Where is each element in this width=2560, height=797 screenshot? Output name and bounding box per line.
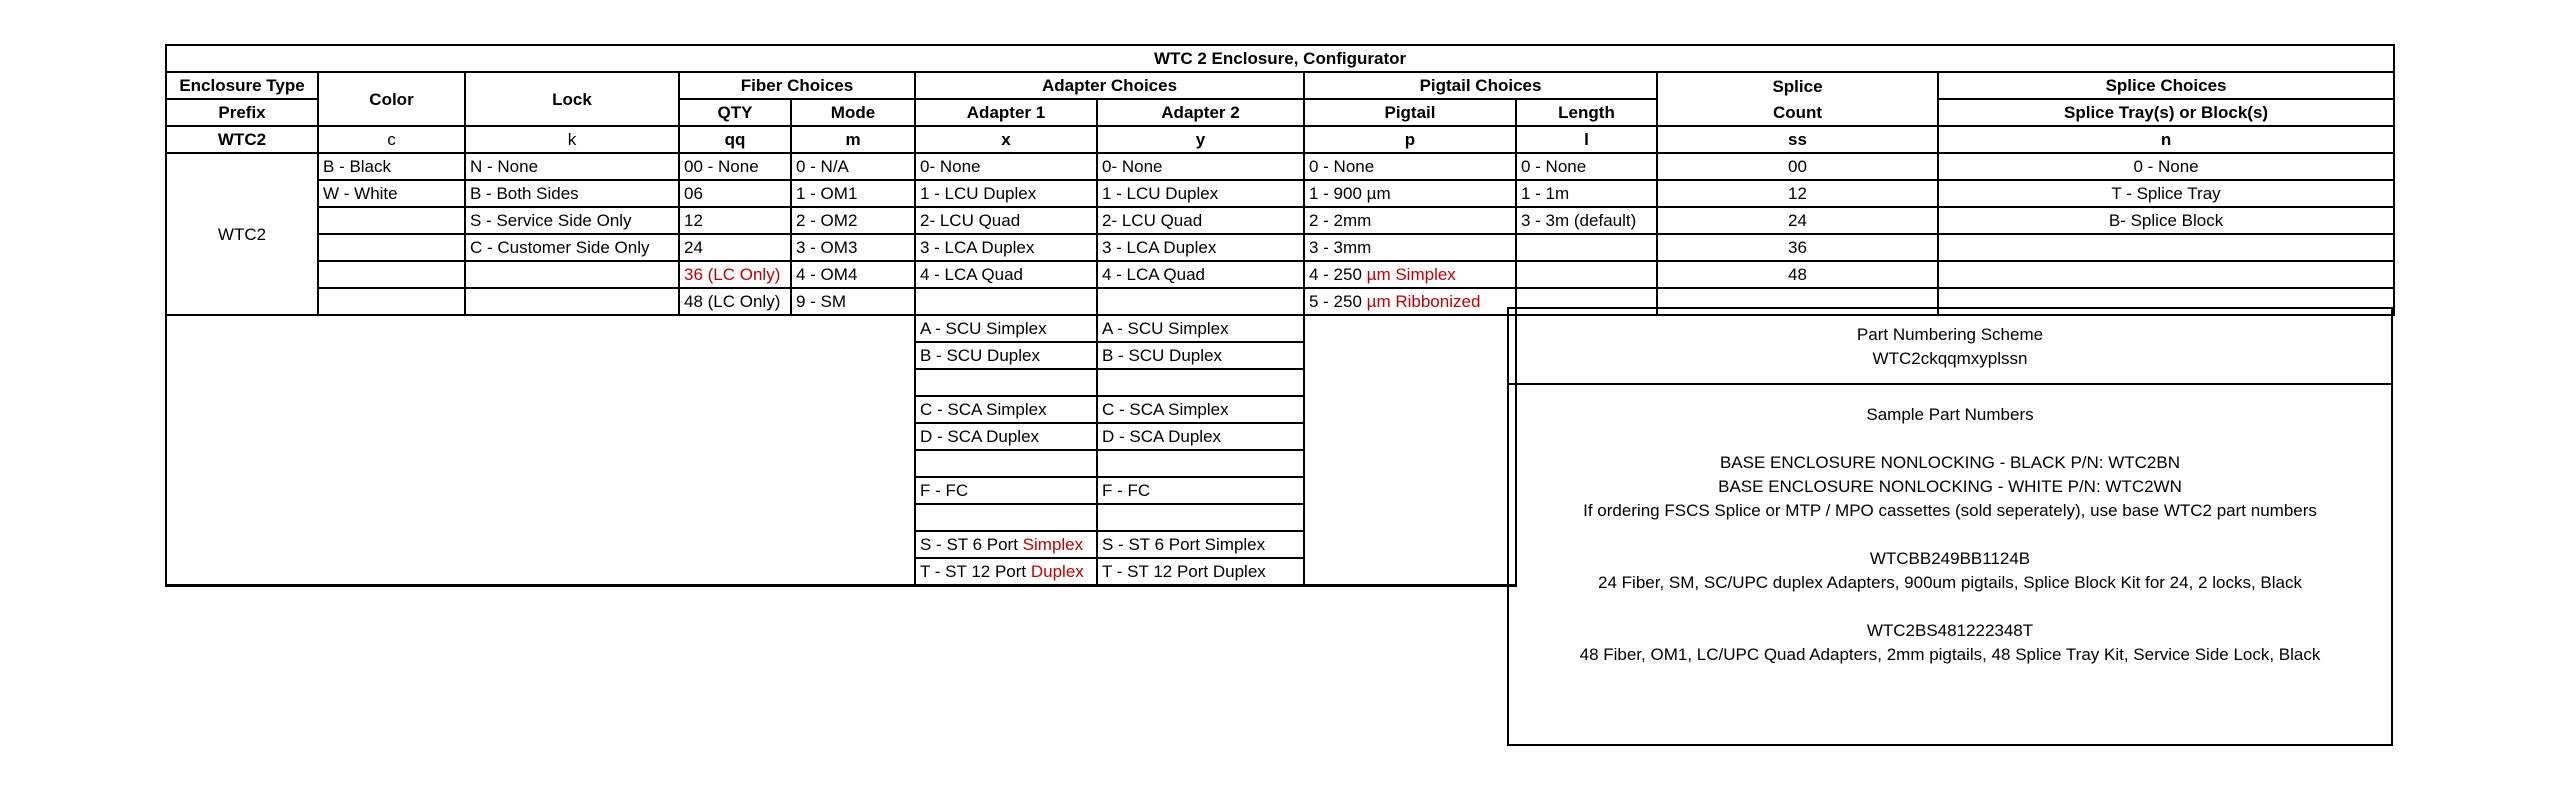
part-numbering-scheme bbox=[1507, 307, 2393, 385]
qty-option: 06 bbox=[679, 180, 791, 207]
color-option bbox=[318, 207, 465, 234]
blank-area bbox=[1304, 315, 1516, 586]
lock-option: C - Customer Side Only bbox=[465, 234, 679, 261]
pigtail-option: 3 - 3mm bbox=[1304, 234, 1516, 261]
splice-choice-option: 0 - None bbox=[1938, 153, 2394, 180]
splice-count-option: 00 bbox=[1657, 153, 1938, 180]
subheader-count: Count bbox=[1657, 99, 1938, 126]
splice-count-option: 24 bbox=[1657, 207, 1938, 234]
code-cell: l bbox=[1516, 126, 1657, 153]
mode-option: 9 - SM bbox=[791, 288, 915, 315]
length-option: 3 - 3m (default) bbox=[1516, 207, 1657, 234]
sample-part-numbers bbox=[1507, 383, 2393, 746]
adapter1-option: 4 - LCA Quad bbox=[915, 261, 1097, 288]
header-fiber-choices: Fiber Choices bbox=[679, 72, 915, 99]
adapter2-option: 3 - LCA Duplex bbox=[1097, 234, 1304, 261]
subheader-qty: QTY bbox=[679, 99, 791, 126]
mode-option: 4 - OM4 bbox=[791, 261, 915, 288]
lock-option: B - Both Sides bbox=[465, 180, 679, 207]
mode-option: 2 - OM2 bbox=[791, 207, 915, 234]
adapter1-option bbox=[915, 504, 1097, 531]
color-option bbox=[318, 261, 465, 288]
header-lock: Lock bbox=[465, 72, 679, 126]
lock-option: N - None bbox=[465, 153, 679, 180]
adapter1-option bbox=[915, 369, 1097, 396]
mode-option: 3 - OM3 bbox=[791, 234, 915, 261]
adapter2-option: 2- LCU Quad bbox=[1097, 207, 1304, 234]
mode-option: 0 - N/A bbox=[791, 153, 915, 180]
adapter1-option: 2- LCU Quad bbox=[915, 207, 1097, 234]
adapter2-option: 4 - LCA Quad bbox=[1097, 261, 1304, 288]
adapter2-option: T - ST 12 Port Duplex bbox=[1097, 558, 1304, 586]
pigtail-label: 5 - 250 bbox=[1309, 292, 1367, 311]
pigtail-label: 4 - 250 bbox=[1309, 265, 1367, 284]
code-cell: WTC2 bbox=[166, 126, 318, 153]
splice-choice-option bbox=[1938, 261, 2394, 288]
adapter1-option: 1 - LCU Duplex bbox=[915, 180, 1097, 207]
pigtail-option bbox=[1304, 261, 1516, 288]
subheader-adapter-1: Adapter 1 bbox=[915, 99, 1097, 126]
header-adapter-choices: Adapter Choices bbox=[915, 72, 1304, 99]
adapter2-option: C - SCA Simplex bbox=[1097, 396, 1304, 423]
adapter2-option: 0- None bbox=[1097, 153, 1304, 180]
color-option: W - White bbox=[318, 180, 465, 207]
adapter1-label: T - ST 12 Port bbox=[920, 562, 1031, 581]
subheader-length: Length bbox=[1516, 99, 1657, 126]
subheader-prefix: Prefix bbox=[166, 99, 318, 126]
header-splice: Splice bbox=[1657, 72, 1938, 99]
color-option bbox=[318, 234, 465, 261]
length-option: 0 - None bbox=[1516, 153, 1657, 180]
adapter1-option bbox=[915, 450, 1097, 477]
splice-count-option: 12 bbox=[1657, 180, 1938, 207]
header-splice-choices: Splice Choices bbox=[1938, 72, 2394, 99]
adapter2-option: F - FC bbox=[1097, 477, 1304, 504]
pigtail-option bbox=[1304, 288, 1516, 315]
adapter1-option: F - FC bbox=[915, 477, 1097, 504]
adapter1-option bbox=[915, 531, 1097, 558]
adapter2-option: S - ST 6 Port Simplex bbox=[1097, 531, 1304, 558]
adapter2-option: B - SCU Duplex bbox=[1097, 342, 1304, 369]
length-option: 1 - 1m bbox=[1516, 180, 1657, 207]
adapter2-option: D - SCA Duplex bbox=[1097, 423, 1304, 450]
prefix-value: WTC2 bbox=[166, 153, 318, 315]
configurator-sheet bbox=[165, 44, 2393, 664]
splice-choice-option bbox=[1938, 234, 2394, 261]
length-option bbox=[1516, 261, 1657, 288]
code-cell: n bbox=[1938, 126, 2394, 153]
lock-option: S - Service Side Only bbox=[465, 207, 679, 234]
qty-option: 36 (LC Only) bbox=[679, 261, 791, 288]
code-cell: ss bbox=[1657, 126, 1938, 153]
qty-option: 00 - None bbox=[679, 153, 791, 180]
qty-option: 12 bbox=[679, 207, 791, 234]
pigtail-option: 2 - 2mm bbox=[1304, 207, 1516, 234]
lock-option bbox=[465, 288, 679, 315]
qty-option: 48 (LC Only) bbox=[679, 288, 791, 315]
adapter1-option: B - SCU Duplex bbox=[915, 342, 1097, 369]
adapter1-option: D - SCA Duplex bbox=[915, 423, 1097, 450]
sample-2-part-number: WTC2BS481222348T bbox=[1866, 621, 2034, 640]
adapter1-red-label: Duplex bbox=[1030, 562, 1084, 581]
sample-base-white: BASE ENCLOSURE NONLOCKING - WHITE P/N: WTC2WN bbox=[1718, 477, 2182, 496]
code-cell: k bbox=[465, 126, 679, 153]
color-option: B - Black bbox=[318, 153, 465, 180]
sample-2-description: 48 Fiber, OM1, LC/UPC Quad Adapters, 2mm pigtails, 48 Splice Tray Kit, Service Side Lock, Black bbox=[1579, 645, 2321, 664]
adapter2-option bbox=[1097, 504, 1304, 531]
code-cell: p bbox=[1304, 126, 1516, 153]
code-cell: m bbox=[791, 126, 915, 153]
sample-note: If ordering FSCS Splice or MTP / MPO cassettes (sold seperately), use base WTC2 part numbers bbox=[1583, 501, 2317, 520]
scheme-pattern: WTC2ckqqmxyplssn bbox=[1872, 349, 2028, 368]
pigtail-red-label: µm Simplex bbox=[1366, 265, 1456, 284]
header-pigtail-choices: Pigtail Choices bbox=[1304, 72, 1657, 99]
splice-choice-option: B- Splice Block bbox=[1938, 207, 2394, 234]
splice-choice-option: T - Splice Tray bbox=[1938, 180, 2394, 207]
sample-1-part-number: WTCBB249BB1124B bbox=[1869, 549, 2031, 568]
pigtail-option: 1 - 900 µm bbox=[1304, 180, 1516, 207]
code-cell: x bbox=[915, 126, 1097, 153]
code-cell: c bbox=[318, 126, 465, 153]
adapter1-option bbox=[915, 558, 1097, 586]
adapter2-option bbox=[1097, 450, 1304, 477]
adapter1-option: 0- None bbox=[915, 153, 1097, 180]
code-cell: y bbox=[1097, 126, 1304, 153]
color-option bbox=[318, 288, 465, 315]
subheader-pigtail: Pigtail bbox=[1304, 99, 1516, 126]
adapter2-option bbox=[1097, 369, 1304, 396]
qty-option: 24 bbox=[679, 234, 791, 261]
adapter1-option: A - SCU Simplex bbox=[915, 315, 1097, 342]
header-enclosure-type: Enclosure Type bbox=[166, 72, 318, 99]
splice-count-option: 36 bbox=[1657, 234, 1938, 261]
subheader-splice-tray: Splice Tray(s) or Block(s) bbox=[1938, 99, 2394, 126]
table-title: WTC 2 Enclosure, Configurator bbox=[166, 45, 2394, 72]
adapter2-option: 1 - LCU Duplex bbox=[1097, 180, 1304, 207]
pigtail-red-label: µm Ribbonized bbox=[1366, 292, 1481, 311]
mode-option: 1 - OM1 bbox=[791, 180, 915, 207]
pigtail-option: 0 - None bbox=[1304, 153, 1516, 180]
adapter1-option: 3 - LCA Duplex bbox=[915, 234, 1097, 261]
sample-1-description: 24 Fiber, SM, SC/UPC duplex Adapters, 900um pigtails, Splice Block Kit for 24, 2 locks, Black bbox=[1598, 573, 2302, 592]
adapter1-option: C - SCA Simplex bbox=[915, 396, 1097, 423]
blank-area bbox=[166, 315, 915, 586]
sample-base-black: BASE ENCLOSURE NONLOCKING - BLACK P/N: WTC2BN bbox=[1719, 453, 2181, 472]
adapter2-option: A - SCU Simplex bbox=[1097, 315, 1304, 342]
header-color: Color bbox=[318, 72, 465, 126]
scheme-title: Part Numbering Scheme bbox=[1856, 325, 2044, 344]
adapter1-red-label: Simplex bbox=[1022, 535, 1084, 554]
adapter1-label: S - ST 6 Port bbox=[920, 535, 1023, 554]
subheader-mode: Mode bbox=[791, 99, 915, 126]
splice-count-option: 48 bbox=[1657, 261, 1938, 288]
subheader-adapter-2: Adapter 2 bbox=[1097, 99, 1304, 126]
lock-option bbox=[465, 261, 679, 288]
adapter2-option bbox=[1097, 288, 1304, 315]
length-option bbox=[1516, 234, 1657, 261]
samples-title: Sample Part Numbers bbox=[1866, 405, 2034, 424]
adapter1-option bbox=[915, 288, 1097, 315]
code-cell: qq bbox=[679, 126, 791, 153]
